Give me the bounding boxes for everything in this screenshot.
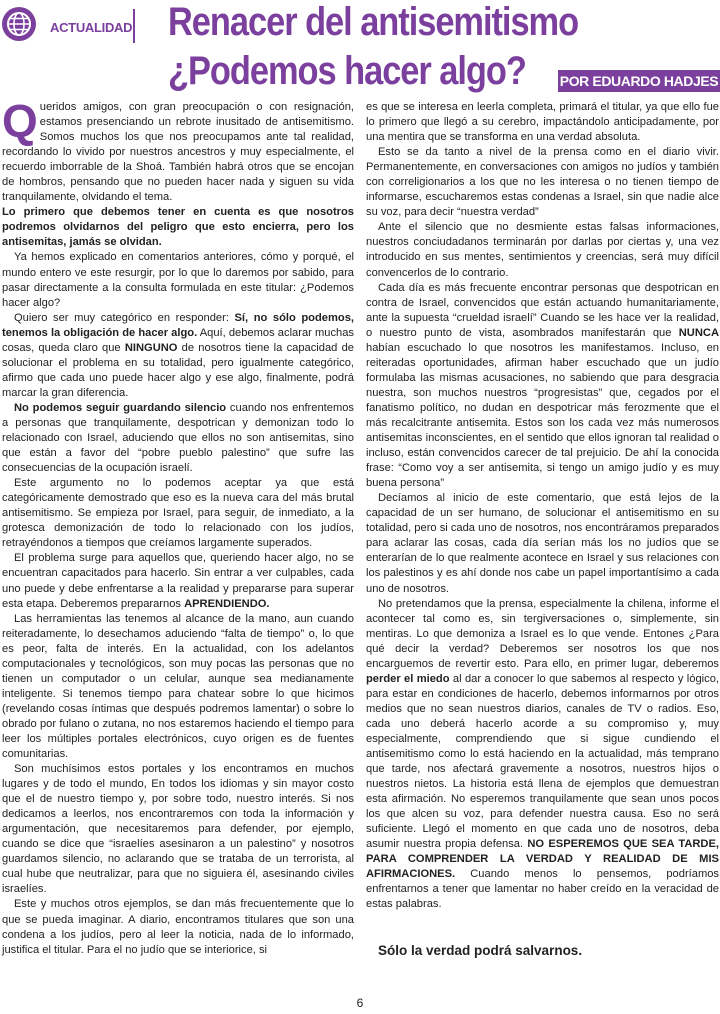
- section-divider: [133, 9, 135, 43]
- section-label: ACTUALIDAD: [50, 20, 133, 35]
- drop-cap: Q: [2, 95, 38, 147]
- paragraph: Decíamos al inicio de este comentario, que está lejos de la capacidad de un ser humano, de solucionar el antisemitismo en su totalidad, pero si cada uno de nosotros, nos encontráramos preparados para aclarar las cosas, cada día serían más los no judíos que se enterarían de lo que realmente acontece en Israel y sus relaciones con los palestinos y es ahí donde nos cabe un papel importantísimo a cada uno de nosotros.: [366, 492, 720, 595]
- paragraph: [2, 551, 354, 611]
- text: habían escuchado lo que nosotros les manifestamos. Incluso, en reiteradas oportunidades, afirman haber escuchado que un judío formulaba las mismas acusaciones, no sabiendo que para desgracia nuestra, son muchos nuestros “progresistas” que, cegados por el fanatismo político, no dudan en despotricar más ferozmente que el más recalcitrante antisemita. Estos son los cada vez más numerosos antisemitas inconscientes, en el sentido que ellos ignoran tal realidad o incluso, están convencidos carecer de tal prejuicio. De ahí la conocida frase: “Como voy a ser antisemita, si tengo un amigo judío y es muy buena persona”: [366, 341, 719, 490]
- text: al dar a conocer lo que sabemos al respecto y lógico, para estar en condiciones de hacerlo, debemos informarnos por otros medios que no sean nuestros diarios, canales de TV o radios. Eso, cada uno deberá hacerlo acorde a su compromiso y, muy especialmente, comprendiendo que si sigue cundiendo el antisemitismo como lo está haciendo en la actualidad, más temprano que tarde, nos afectará gravemente a nosotros, nuestros hijos o nuestros nietos. La historia está llena de ejemplos que demuestran esta afirmación. No esperemos tranquilamente que sean unos pocos los que alcen su voz, para defender nuestra causa. Eso no será suficiente. Llegó el momento en que cada uno de nosotros, deba asumir nuestra propia defensa.: [366, 672, 719, 851]
- paragraph-text: ueridos amigos, con gran preocupación o con resignación, estamos presenciando un rebrote inusitado de antisemitismo. Somos muchos los que nos preocupamos ante tal realidad, recordando lo vivido por nuestros ancestros y muy especialmente, el recuerdo imborrable de la Shoá. También habrá otros que se encojan de hombros, pensando que no pueden hacer nada y siguen su vida tranquilamente, olvidando el tema.: [2, 101, 354, 204]
- paragraph: Son muchísimos estos portales y los encontramos en muchos lugares y de todo el mundo, En todos los idiomas y sin mayor costo que el de nuestro tiempo y, por sobre todo, nuestro interés. Si nos dedicamos a leerlos, nos encontraremos con toda la información y argumentación, que necesitaremos para defender, por ejemplo, cuando se dice que “israelíes asesinaron a un palestino” y nosotros guardamos silencio, no aclarando que se trataba de un terrorista, al cual hube que neutralizar, para que no siguiera él, asesinando civiles israelíes.: [2, 763, 354, 896]
- text: Cada día es más frecuente encontrar personas que despotrican en contra de Israel, convencidos que están actuando humanitariamente, ante la supuesta “crueldad israelí” Cuando se les hace ver la realidad, o nuestro punto de vista, asombrados manifestarán que: [366, 281, 719, 339]
- right-column: [366, 100, 719, 913]
- paragraph: [2, 311, 354, 401]
- closing-statement: Sólo la verdad podrá salvarnos.: [378, 943, 583, 958]
- emphasis: NO ESPEREMOS QUE SEA TARDE, PARA COMPRENDER LA VERDAD Y REALIDAD DE MIS AFIRMACIONES.: [366, 838, 719, 881]
- emphasis: NINGUNO: [124, 341, 178, 354]
- paragraph: [366, 597, 719, 913]
- text: cuando nos enfrentemos a personas que tranquilamente, despotrican y demonizan todo lo relacionado con Israel, aduciendo que ellos no son antisemitas, sino que están a favor del “pobre pueblo palestino” que sufre las consecuencias de la ocupación israelí.: [2, 401, 354, 475]
- paragraph: [2, 95, 354, 205]
- page-number: 6: [356, 996, 364, 1010]
- text: Cuando menos lo pensemos, podríamos enfrentarnos a tener que lamentar no haber creído en la veracidad de estas palabras.: [366, 868, 719, 911]
- paragraph: Esto se da tanto a nivel de la prensa como en el diario vivir. Permanentemente, en conversaciones con amigos no judíos y también con correligionarios a los que no les interesa o no tienen tiempo de informarse, escucharemos estas condenas a Israel, sin que nadie alce su voz, para decir “nuestra verdad”: [366, 146, 719, 219]
- article-title-line2: ¿Podemos hacer algo?: [168, 49, 526, 93]
- text: El problema surge para aquellos que, queriendo hacer algo, no se encuentran capacitados para hacerlo. Sin entrar a ver culpables, cada uno puede y debe enfrentarse a la realidad y prepararse para superar esta etapa. Deberemos prepararnos: [2, 552, 354, 610]
- text: de nosotros tiene la capacidad de solucionar el problema en su totalidad, pero igualmente categórico, afirmo que cada uno puede hacer algo y ese algo, finalmente, podrá marcar la gran diferencia.: [2, 341, 354, 399]
- author-byline: POR EDUARDO HADJES: [558, 70, 720, 92]
- text: No pretendamos que la prensa, especialmente la chilena, informe el acontecer tal como es, sin tergiversaciones o, simplemente, sin mentiras. Lo que demoniza a Israel es lo que vende. Entones ¿Para qué decir la verdad? Deberemos ser nosotros los que nos encarguemos de revertir esto. Para ello, en primer lugar, deberemos: [366, 597, 719, 670]
- paragraph: Ante el silencio que no desmiente estas falsas informaciones, nuestros conciudadanos terminarán por darlas por ciertas y, una vez introducido en sus mentes, sentimientos y creencias, será muy difícil convencerlos de lo contrario.: [366, 221, 719, 279]
- paragraph: es que se interesa en leerla completa, primará el titular, ya que ello fue lo primero que llegó a su cerebro, impactándolo anticipadamente, por una mentira que se transforma en una verdad absoluta.: [366, 101, 719, 144]
- paragraph: Las herramientas las tenemos al alcance de la mano, aun cuando reiteradamente, lo desechamos aduciendo “falta de tiempo” o, lo que es peor, falta de interés. En la actualidad, con los adelantos computacionales y tecnológicos, son muy pocas las personas que no tienen un computador o un celular, aunque sea medianamente inteligente. Si tenemos tiempo para chatear sobre lo que hicimos (revelando cosas íntimas que después podremos lamentar) o sobre lo obrado por fulano o zutana, no nos estaremos haciendo el tiempo para leer los múltiples portales electrónicos, cuyo origen es de fuentes comunitarias.: [2, 612, 354, 761]
- emphasis: perder el miedo: [366, 672, 450, 685]
- paragraph: [2, 401, 354, 476]
- paragraph: Este argumento no lo podemos aceptar ya que está categóricamente demostrado que eso es la nueva cara del más brutal antisemitismo. Se empieza por Israel, para seguir, de inmediato, a la grotesca demonización de todo lo relacionado con los judíos, retrayéndonos a tiempos que creíamos largamente superados.: [2, 477, 354, 550]
- left-column: [2, 95, 354, 958]
- text: Aquí, debemos aclarar muchas cosas, queda claro que: [2, 326, 354, 354]
- paragraph: Ya hemos explicado en comentarios anteriores, cómo y porqué, el mundo entero ve este resurgir, por lo que lo daremos por sabido, para pasar directamente a la consulta formulada en este titular: ¿Podemos hacer algo?: [2, 251, 354, 309]
- globe-icon-svg: [6, 11, 32, 37]
- emphasis: Sí, no sólo podemos, tenemos la obligación de hacer algo.: [2, 311, 354, 339]
- article-title-line1: Renacer del antisemitismo: [168, 0, 579, 44]
- emphasis: NUNCA: [678, 326, 719, 339]
- paragraph-bold: Lo primero que debemos tener en cuenta es que nosotros podremos olvidarnos del peligro que esto encierra, pero los antisemitas, jamás se olvidan.: [2, 206, 354, 249]
- emphasis: No podemos seguir guardando silencio: [14, 401, 227, 414]
- paragraph: [366, 281, 719, 492]
- globe-icon: [2, 7, 36, 41]
- emphasis: APRENDIENDO.: [184, 597, 270, 610]
- text: Quiero ser muy categórico en responder:: [14, 311, 235, 324]
- paragraph: Este y muchos otros ejemplos, se dan más frecuentemente que lo que se pueda imaginar. A diario, encontramos titulares que son una condena a los judíos, pero al leer la noticia, nada de lo informado, justifica el titular. Para el no judío que se interiorice, si: [2, 898, 354, 956]
